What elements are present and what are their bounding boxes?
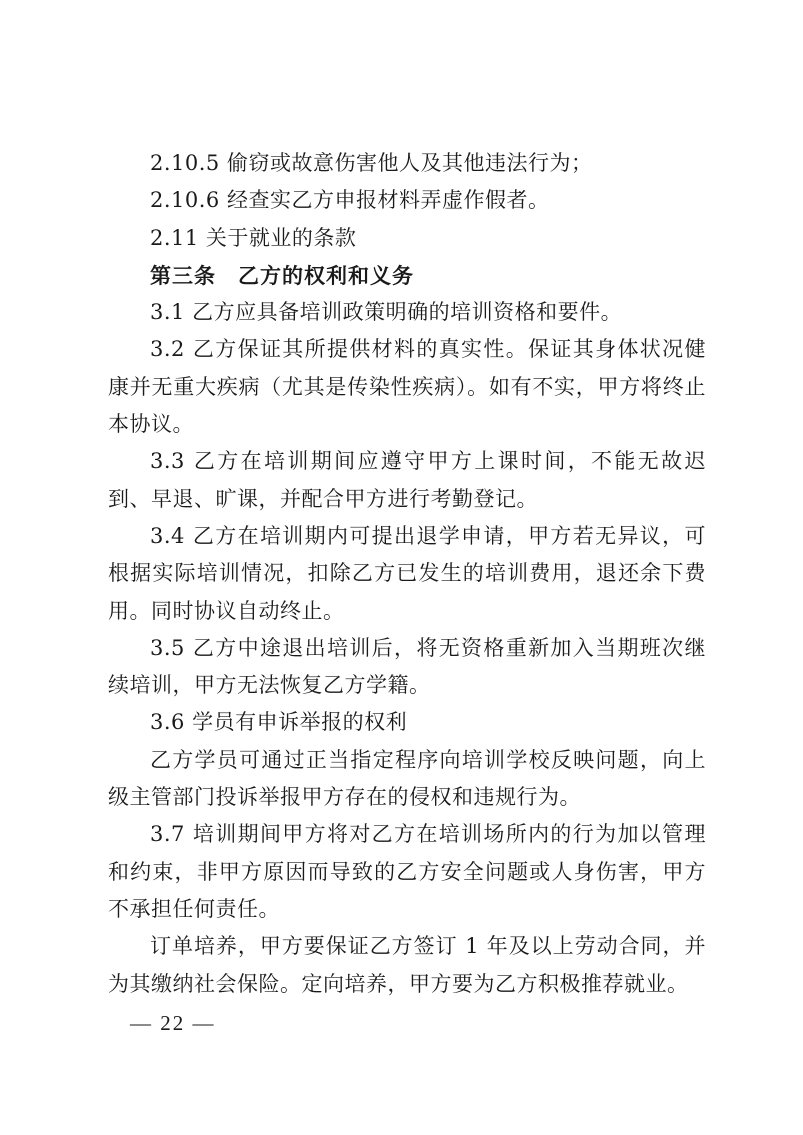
page-number: — 22 — [130, 1011, 216, 1035]
clause-3-7: 3.7 培训期间甲方将对乙方在培训场所内的行为加以管理和约束，非甲方原因而导致的乙方安全问题或人身伤害，甲方不承担任何责任。 [108, 822, 706, 921]
order-training-clause: 订单培养，甲方要保证乙方签订 1 年及以上劳动合同，并为其缴纳社会保险。定向培养，甲方要为乙方积极推荐就业。 [108, 934, 706, 996]
clause-3-2: 3.2 乙方保证其所提供材料的真实性。保证其身体状况健康并无重大疾病（尤其是传染性疾病）。如有不实，甲方将终止本协议。 [108, 337, 706, 437]
clause-3-6: 3.6 学员有申诉举报的权利 [150, 710, 408, 735]
clause-3-5: 3.5 乙方中途退出培训后，将无资格重新加入当期班次继续培训，甲方无法恢复乙方学籍。 [108, 635, 706, 698]
clause-3-6-body: 乙方学员可通过正当指定程序向培训学校反映问题，向上级主管部门投诉举报甲方存在的侵权和违规行为。 [108, 747, 706, 810]
article-3-heading: 第三条 乙方的权利和义务 [150, 262, 414, 288]
document-body [108, 145, 706, 1003]
clause-3-3: 3.3 乙方在培训期间应遵守甲方上课时间，不能无故迟到、早退、旷课，并配合甲方进行考勤登记。 [108, 449, 706, 511]
clause-2-10-6: 2.10.6 经查实乙方申报材料弄虚作假者。 [150, 188, 550, 213]
clause-3-4: 3.4 乙方在培训期内可提出退学申请，甲方若无异议，可根据实际培训情况，扣除乙方已发生的培训费用，退还余下费用。同时协议自动终止。 [108, 523, 706, 623]
clause-2-11: 2.11 关于就业的条款 [150, 225, 357, 250]
clause-2-10-5: 2.10.5 偷窃或故意伤害他人及其他违法行为； [150, 151, 593, 175]
clause-3-1: 3.1 乙方应具备培训政策明确的培训资格和要件。 [150, 300, 623, 325]
